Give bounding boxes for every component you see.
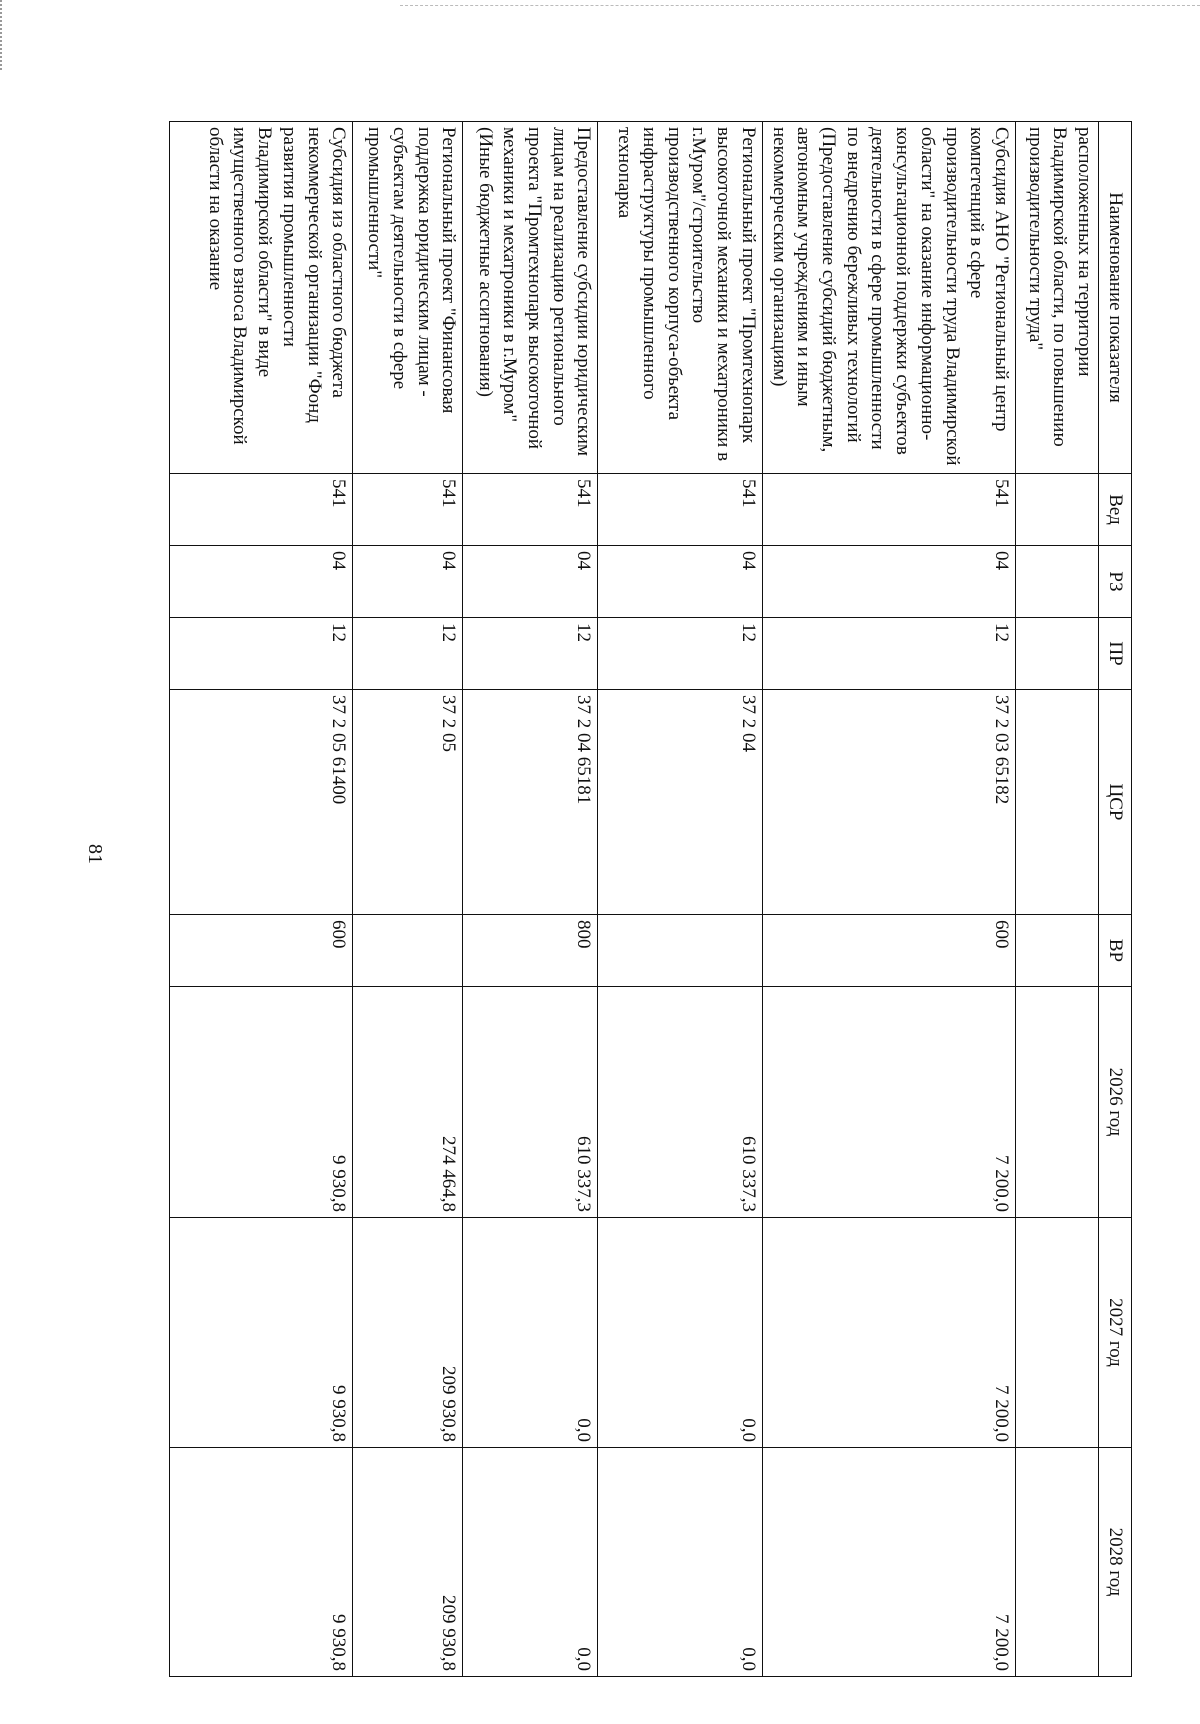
header-name: Наименование показателя — [1099, 122, 1132, 474]
cell-ved: 541 — [463, 474, 598, 546]
cell-ved: 541 — [170, 474, 353, 546]
header-rz: РЗ — [1099, 546, 1132, 618]
cell-2026: 274 464,8 — [353, 987, 463, 1218]
cell-pr: 12 — [463, 618, 598, 690]
header-pr: ПР — [1099, 618, 1132, 690]
cell-2027 — [1015, 1218, 1098, 1448]
cell-rz: 04 — [762, 546, 1015, 618]
cell-rz: 04 — [463, 546, 598, 618]
cell-pr: 12 — [762, 618, 1015, 690]
cell-ved: 541 — [353, 474, 463, 546]
budget-table — [169, 121, 1132, 1677]
header-2028: 2028 год — [1099, 1448, 1132, 1677]
cell-2026: 9 930,8 — [170, 987, 353, 1218]
cell-csr: 37 2 05 61400 — [170, 690, 353, 915]
cell-rz — [1015, 546, 1098, 618]
cell-2026 — [1015, 987, 1098, 1218]
table-row — [762, 122, 1015, 1677]
cell-pr: 12 — [170, 618, 353, 690]
header-csr: ЦСР — [1099, 690, 1132, 915]
header-2026: 2026 год — [1099, 987, 1132, 1218]
header-ved: Вед — [1099, 474, 1132, 546]
cell-name: Региональный проект "Финансовая поддержка юридическим лицам - субъектам деятельности в сфере промышленности" — [353, 122, 463, 474]
cell-name: Субсидия АНО "Региональный центр компетенций в сфере производительности труда Владимирской области" на оказание информационно-консультационной поддержки субъектов деятельности в сфере промышленности по внедрению бережливых технологий (Предоставление субсидий бюджетным, автономным учреждениям и иным некоммерческим организациям) — [762, 122, 1015, 474]
table-row — [353, 122, 463, 1677]
cell-vr: 600 — [170, 915, 353, 987]
cell-csr: 37 2 04 — [598, 690, 762, 915]
cell-csr: 37 2 05 — [353, 690, 463, 915]
cell-ved — [1015, 474, 1098, 546]
cell-vr — [1015, 915, 1098, 987]
cell-2028: 9 930,8 — [170, 1448, 353, 1677]
table-row — [463, 122, 598, 1677]
cell-2027: 7 200,0 — [762, 1218, 1015, 1448]
table-row — [598, 122, 762, 1677]
cell-ved: 541 — [598, 474, 762, 546]
cell-csr: 37 2 03 65182 — [762, 690, 1015, 915]
cell-vr: 800 — [463, 915, 598, 987]
page-number: 81 — [84, 844, 106, 864]
cell-2026: 610 337,3 — [598, 987, 762, 1218]
cell-2027: 209 930,8 — [353, 1218, 463, 1448]
cell-vr — [353, 915, 463, 987]
cell-name: расположенных на территории Владимирской области, по повышению производительности труда" — [1015, 122, 1098, 474]
cell-2028 — [1015, 1448, 1098, 1677]
cell-vr: 600 — [762, 915, 1015, 987]
cell-vr — [598, 915, 762, 987]
cell-rz: 04 — [353, 546, 463, 618]
cell-name: Региональный проект "Промтехнопарк высокоточной механики и мехатроники в г.Муром"/строительство производственного корпуса-объекта инфраструктуры промышленного технопарка — [598, 122, 762, 474]
header-vr: ВР — [1099, 915, 1132, 987]
budget-table-container — [169, 121, 1132, 1676]
cell-csr: 37 2 04 65181 — [463, 690, 598, 915]
header-row — [1099, 122, 1132, 1677]
header-2027: 2027 год — [1099, 1218, 1132, 1448]
cell-pr: 12 — [598, 618, 762, 690]
scan-edge-mark — [0, 0, 5, 70]
table-row — [1015, 122, 1098, 1677]
cell-2028: 7 200,0 — [762, 1448, 1015, 1677]
cell-ved: 541 — [762, 474, 1015, 546]
cell-name: Субсидия из областного бюджета некоммерческой организации "Фонд развития промышленности Владимирской области" в виде имущественного взноса Владимирской области на оказание — [170, 122, 353, 474]
cell-rz: 04 — [598, 546, 762, 618]
cell-2026: 7 200,0 — [762, 987, 1015, 1218]
cell-name: Предоставление субсидии юридическим лицам на реализацию регионального проекта "Промтехнопарк высокоточной механики и мехатроники в г.Муром" (Иные бюджетные ассигнования) — [463, 122, 598, 474]
cell-2027: 0,0 — [463, 1218, 598, 1448]
scan-edge-line — [400, 5, 1200, 6]
table-row — [170, 122, 353, 1677]
cell-pr — [1015, 618, 1098, 690]
cell-2026: 610 337,3 — [463, 987, 598, 1218]
cell-pr: 12 — [353, 618, 463, 690]
cell-2028: 0,0 — [463, 1448, 598, 1677]
cell-2027: 9 930,8 — [170, 1218, 353, 1448]
cell-2028: 0,0 — [598, 1448, 762, 1677]
cell-csr — [1015, 690, 1098, 915]
cell-rz: 04 — [170, 546, 353, 618]
cell-2027: 0,0 — [598, 1218, 762, 1448]
cell-2028: 209 930,8 — [353, 1448, 463, 1677]
